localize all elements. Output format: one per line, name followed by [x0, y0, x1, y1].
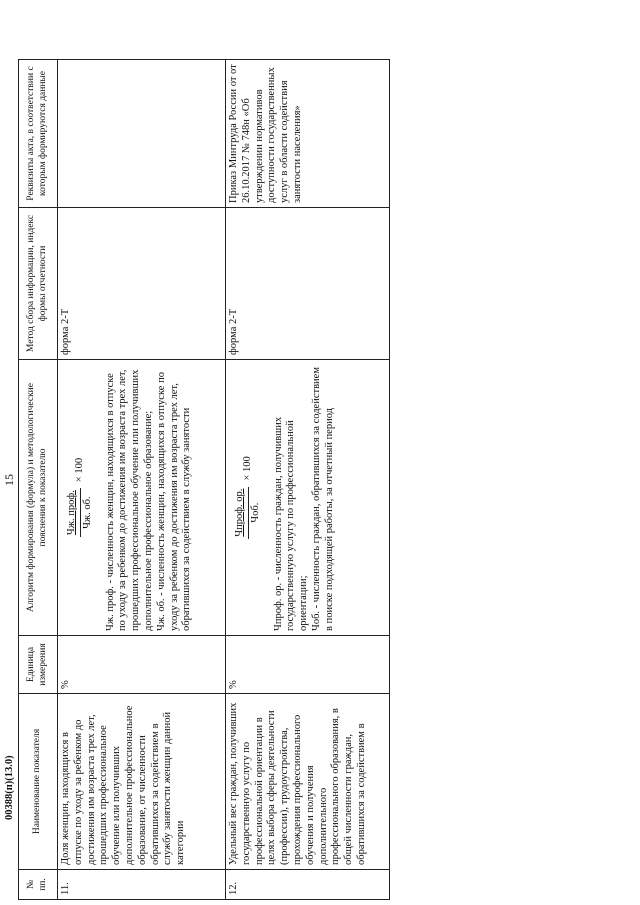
- header-requisites: Реквизиты акта, в соответствии с которым формируются данные: [19, 60, 58, 208]
- unit-cell: %: [226, 636, 390, 694]
- indicator-name: Доля женщин, находящихся в отпуске по уходу за ребенком до достижения им возраста трех лет, прошедших профессиональное обучение или получивших дополнительное профессиональное образование, от численности обратившихся за содействием в службу занятости женщин данной категории: [58, 694, 226, 870]
- document-code: 00388(п)(13.0): [4, 755, 15, 820]
- formula-fraction: [234, 487, 263, 539]
- formula-numerator: Чпроф. ор.: [234, 487, 249, 539]
- formula-multiplier: × 100: [241, 456, 253, 481]
- rotated-page: [0, 60, 458, 900]
- indicator-table: [18, 59, 390, 900]
- formula-note: Чж. проф. - численность женщин, находящихся в отпуске по уходу за ребенком до достижения им возраста трех лет, прошедших профессиональное обучение или получивших дополнительное профессиональное образование;: [104, 369, 154, 631]
- header-name: Наименование показателя: [19, 694, 58, 870]
- table-header-row: [19, 60, 58, 900]
- formula-note: Чоб. - численность граждан, обратившихся за содействием в поиске подходящей работы, за отчетный период: [310, 367, 335, 631]
- formula-fraction: [66, 488, 95, 537]
- formula-note: Чпроф. ор. - численность граждан, получивших государственную услугу по профессиональной ориентации;: [272, 416, 310, 631]
- requisites-cell: Приказ Минтруда России от от 26.10.2017 № 748н «Об утверждении нормативов доступности государственных услуг в области содействия занятости населения»: [226, 60, 390, 208]
- algorithm-cell: [226, 360, 390, 636]
- formula-denominator: Чж. об.: [81, 496, 93, 529]
- algorithm-cell: [58, 360, 226, 636]
- method-cell: форма 2-Т: [226, 208, 390, 360]
- unit-cell: %: [58, 636, 226, 694]
- formula-note: Чж. об. - численность женщин, находящихся в отпуске по уходу за ребенком до достижения им возраста трех лет, обратившихся за содействием в службу занятости: [155, 372, 193, 631]
- formula: [66, 364, 95, 631]
- row-number: 11.: [58, 870, 226, 900]
- table-row: [58, 60, 226, 900]
- header-num: № пп.: [19, 870, 58, 900]
- formula: [234, 364, 263, 631]
- formula-multiplier: × 100: [73, 457, 85, 483]
- formula-denominator: Чоб.: [249, 502, 261, 523]
- table-row: [226, 60, 390, 900]
- requisites-cell: [58, 60, 226, 208]
- formula-numerator: Чж. проф.: [66, 488, 81, 537]
- method-cell: форма 2-Т: [58, 208, 226, 360]
- header-algorithm: Алгоритм формирования (формула) и методологические пояснения к показателю: [19, 360, 58, 636]
- indicator-name: Удельный вес граждан, получивших государственную услугу по профессиональной ориентации в целях выбора сферы деятельности (профессии), трудоустройства, прохождения профессионального обучения и получения дополнительного профессионального образования, в общей численности граждан, обратившихся за содействием в: [226, 694, 390, 870]
- header-unit: Единица измерения: [19, 636, 58, 694]
- header-method: Метод сбора информации, индекс формы отчетности: [19, 208, 58, 360]
- page-number: 15: [2, 474, 16, 486]
- row-number: 12.: [226, 870, 390, 900]
